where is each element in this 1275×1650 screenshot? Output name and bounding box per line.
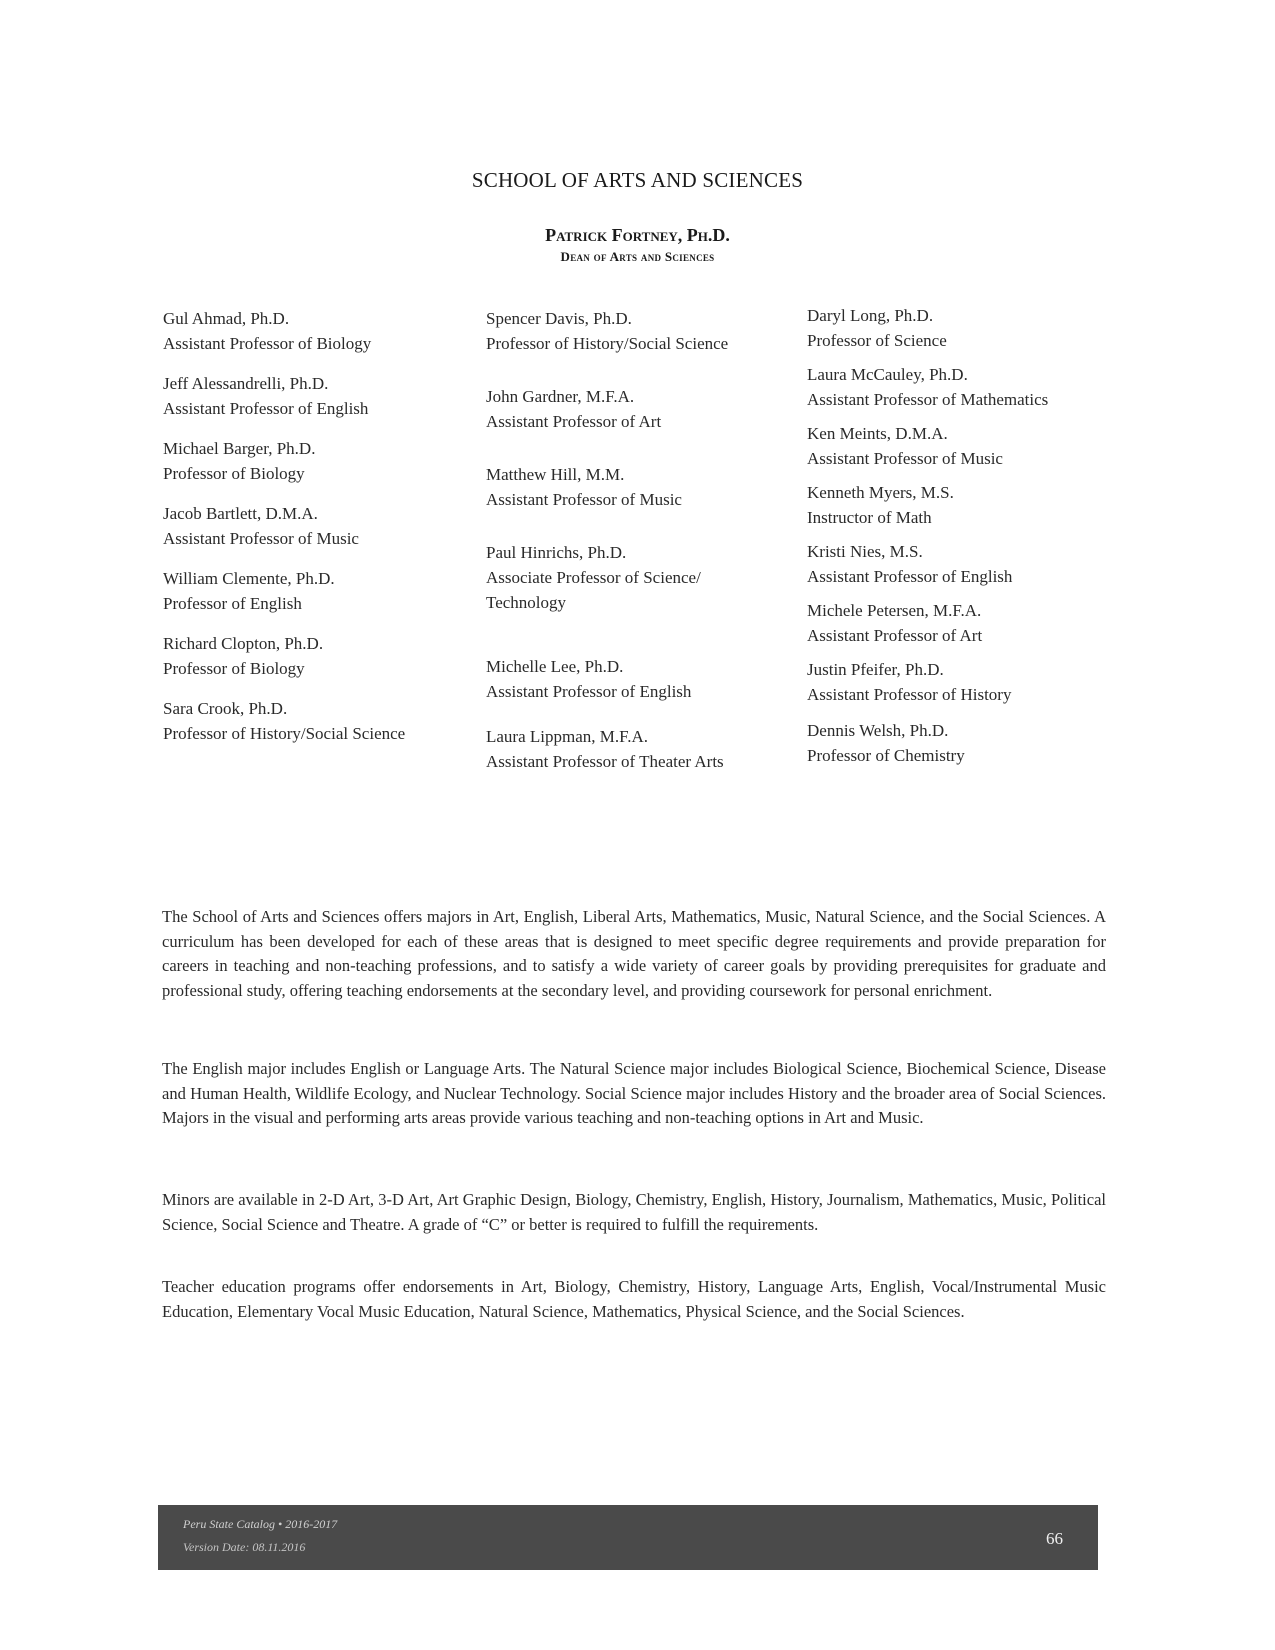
- faculty-entry: [163, 696, 405, 746]
- paragraph-majors: The School of Arts and Sciences offers majors in Art, English, Liberal Arts, Mathematics, Music, Natural Science, and the Social Sciences. A curriculum has been developed for each of these areas that is designed to meet specific degree requirements and provide preparation for careers in teaching and non-teaching professions, and to satisfy a wide variety of career goals by providing prerequisites for graduate and professional study, offering teaching endorsements at the secondary level, and providing coursework for personal enrichment.: [162, 907, 1106, 1000]
- page-number: 66: [1046, 1529, 1063, 1548]
- faculty-name: Gul Ahmad, Ph.D.: [163, 309, 290, 328]
- faculty-entry: [807, 421, 1003, 471]
- faculty-name: Richard Clopton, Ph.D.: [163, 634, 324, 653]
- paragraph-teacher-education: Teacher education programs offer endorsements in Art, Biology, Chemistry, History, Language Arts, English, Vocal/Instrumental Music Education, Elementary Vocal Music Education, Natural Science, Mathematics, Physical Science, and the Social Sciences.: [162, 1277, 1106, 1321]
- faculty-entry: [486, 306, 728, 356]
- faculty-name: Jacob Bartlett, D.M.A.: [163, 504, 318, 523]
- faculty-entry: [807, 539, 1012, 589]
- faculty-entry: [163, 306, 371, 356]
- faculty-entry: [163, 631, 323, 681]
- faculty-title: Assistant Professor of Mathematics: [807, 390, 1049, 409]
- faculty-title: Associate Professor of Science/: [486, 568, 701, 587]
- faculty-entry: [163, 436, 315, 486]
- faculty-name: Jeff Alessandrelli, Ph.D.: [163, 374, 329, 393]
- faculty-title: Assistant Professor of Art: [807, 626, 983, 645]
- faculty-entry: [807, 480, 954, 530]
- page-title: SCHOOL OF ARTS AND SCIENCES: [471, 168, 804, 192]
- faculty-entry: [807, 598, 982, 648]
- faculty-name: Kristi Nies, M.S.: [807, 542, 923, 561]
- faculty-title: Professor of English: [163, 594, 302, 613]
- faculty-entry: [486, 654, 691, 704]
- faculty-title: Assistant Professor of English: [486, 682, 692, 701]
- faculty-title: Professor of Biology: [163, 659, 305, 678]
- faculty-name: Daryl Long, Ph.D.: [807, 306, 934, 325]
- faculty-name: Dennis Welsh, Ph.D.: [807, 721, 949, 740]
- faculty-title: Assistant Professor of English: [807, 567, 1013, 586]
- footer-catalog: Peru State Catalog • 2016-2017: [183, 1517, 338, 1531]
- faculty-name: Michael Barger, Ph.D.: [163, 439, 316, 458]
- footer-version: Version Date: 08.11.2016: [183, 1540, 306, 1554]
- dean-name: Patrick Fortney, Ph.D.: [545, 225, 730, 245]
- faculty-name: Sara Crook, Ph.D.: [163, 699, 288, 718]
- faculty-entry: [486, 462, 682, 512]
- faculty-name: Michele Petersen, M.F.A.: [807, 601, 982, 620]
- faculty-entry: [486, 724, 724, 774]
- faculty-name: Laura Lippman, M.F.A.: [486, 727, 648, 746]
- faculty-title: Assistant Professor of History: [807, 685, 1012, 704]
- faculty-title: Assistant Professor of Art: [486, 412, 662, 431]
- faculty-name: Justin Pfeifer, Ph.D.: [807, 660, 944, 679]
- dean-title: Dean of Arts and Sciences: [560, 249, 715, 264]
- faculty-title: Professor of Chemistry: [807, 746, 965, 765]
- faculty-name: Spencer Davis, Ph.D.: [486, 309, 632, 328]
- paragraph-minors: Minors are available in 2-D Art, 3-D Art, Art Graphic Design, Biology, Chemistry, English, History, Journalism, Mathematics, Music, Political Science, Social Science and Theatre. A grade of “C” or better is required to fulfill the requirements.: [162, 1190, 1106, 1234]
- footer-bar: [158, 1505, 1098, 1570]
- faculty-name: John Gardner, M.F.A.: [486, 387, 635, 406]
- faculty-name: William Clemente, Ph.D.: [163, 569, 335, 588]
- faculty-name: Laura McCauley, Ph.D.: [807, 365, 968, 384]
- faculty-title: Assistant Professor of Music: [163, 529, 359, 548]
- faculty-title: Professor of History/Social Science: [163, 724, 406, 743]
- faculty-title: Assistant Professor of Music: [486, 490, 682, 509]
- faculty-title-continued: Technology: [486, 593, 567, 612]
- faculty-title: Professor of Biology: [163, 464, 305, 483]
- faculty-entry: [807, 362, 1048, 412]
- faculty-title: Assistant Professor of English: [163, 399, 369, 418]
- paragraph-english-science: The English major includes English or Language Arts. The Natural Science major includes Biological Science, Biochemical Science, Disease and Human Health, Wildlife Ecology, and Nuclear Technology. Social Science major includes History and the broader area of Social Sciences. Majors in the visual and performing arts areas provide various teaching and non-teaching options in Art and Music.: [162, 1059, 1106, 1127]
- faculty-title: Assistant Professor of Theater Arts: [486, 752, 724, 771]
- faculty-name: Paul Hinrichs, Ph.D.: [486, 543, 627, 562]
- faculty-entry: [807, 303, 947, 353]
- faculty-entry: [163, 566, 335, 616]
- faculty-entry: [807, 657, 1011, 707]
- faculty-entry: [486, 384, 661, 434]
- faculty-name: Kenneth Myers, M.S.: [807, 483, 954, 502]
- faculty-title: Professor of Science: [807, 331, 947, 350]
- faculty-name: Ken Meints, D.M.A.: [807, 424, 948, 443]
- faculty-title: Assistant Professor of Music: [807, 449, 1003, 468]
- faculty-entry: [163, 501, 359, 551]
- faculty-name: Michelle Lee, Ph.D.: [486, 657, 624, 676]
- faculty-name: Matthew Hill, M.M.: [486, 465, 625, 484]
- faculty-title: Assistant Professor of Biology: [163, 334, 372, 353]
- faculty-entry: [807, 718, 965, 768]
- faculty-title: Instructor of Math: [807, 508, 932, 527]
- faculty-title: Professor of History/Social Science: [486, 334, 729, 353]
- faculty-entry: [163, 371, 368, 421]
- faculty-entry: [486, 540, 701, 615]
